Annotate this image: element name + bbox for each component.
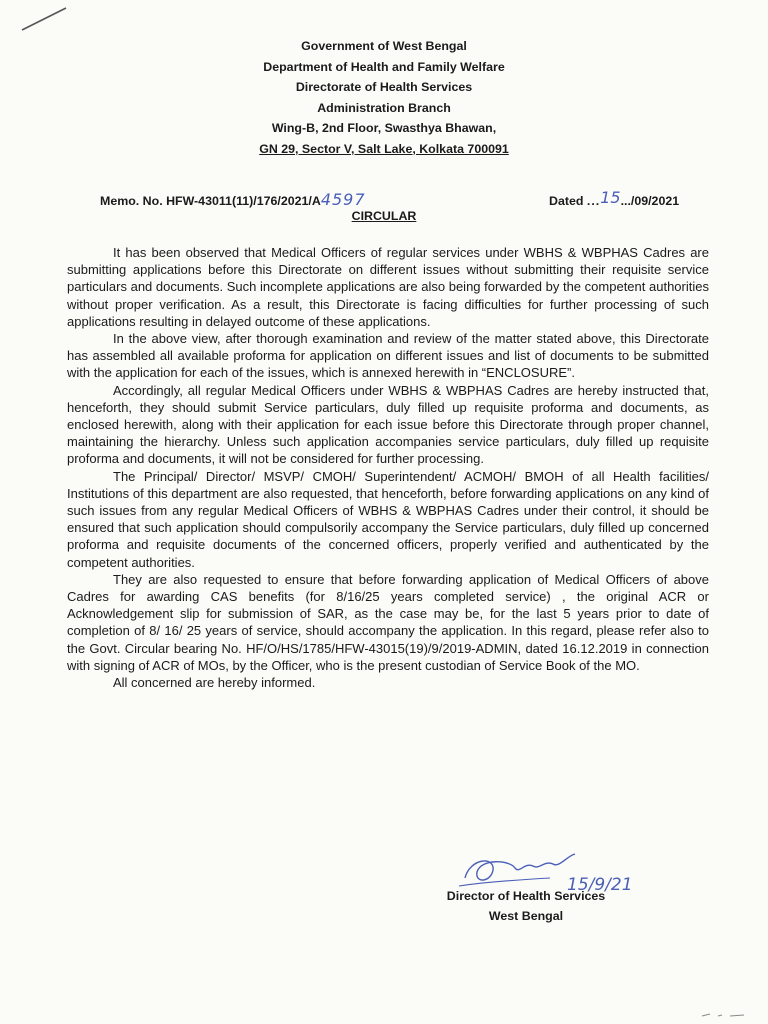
paragraph: It has been observed that Medical Officers of regular services under WBHS & WBPHAS Cadres are submitting applications before this Directorate on different issues without submitting their requisite service particulars and documents. Such incomplete applications are also being forwarded by the competent authorities without proper verification. As a result, this Directorate is facing difficulties for further processing of such applications resulting in delayed outcome of these applications. (67, 245, 709, 329)
header-address-line1: Wing-B, 2nd Floor, Swasthya Bhawan, (271, 121, 497, 135)
memo-number (100, 190, 366, 209)
signatory-block (441, 886, 611, 926)
signatory-place: West Bengal (488, 909, 564, 923)
signatory-designation: Director of Health Services (446, 889, 606, 903)
paragraph: They are also requested to ensure that before forwarding application of Medical Officers of above Cadres for awarding CAS benefits (for 8/16/25 years completed service) , the original ACR or Acknowledgement slip for submission of SAR, as the case may be, for the last 5 years prior to date of completion of 8/ 16/ 25 years of service, should accompany the application. In this regard, please refer also to the Govt. Circular bearing No. HF/O/HS/1785/HFW-43015(19)/9/2019-ADMIN, dated 16.12.2019 in connection with signing of ACR of MOs, by the Officer, who is the present custodian of Service Book of the MO. (67, 571, 709, 673)
header-directorate: Directorate of Health Services (295, 80, 473, 94)
header-branch: Administration Branch (317, 100, 451, 115)
document-title: CIRCULAR (351, 209, 417, 223)
pen-stroke-mark (20, 4, 70, 34)
corner-scan-mark (700, 1008, 760, 1020)
memo-label: Memo. No. HFW-43011(11)/176/2021/A (100, 194, 321, 208)
header-address-line2: GN 29, Sector V, Salt Lake, Kolkata 700091 (259, 141, 509, 156)
circular-body (67, 244, 709, 691)
signature-date: 15/9/21 (567, 875, 633, 895)
header-department: Department of Health and Family Welfare (263, 59, 505, 74)
memo-date (549, 190, 679, 209)
paragraph: All concerned are hereby informed. (113, 675, 316, 691)
dated-rest: .../09/2021 (620, 194, 680, 208)
dated-dots: ... (586, 194, 601, 208)
letterhead (0, 36, 768, 159)
paragraph: In the above view, after thorough examination and review of the matter stated above, this Directorate has assembled all available proforma for application on different issues and list of documents to be submitted with the application for each of the issues, which is annexed herewith in “ENCLOSURE”. (67, 331, 709, 381)
dated-handwritten-day: 15 (600, 188, 621, 207)
memo-handwritten-number: 4597 (320, 190, 366, 209)
dated-label: Dated (549, 194, 587, 208)
paragraph: Accordingly, all regular Medical Officers under WBHS & WBPHAS Cadres are hereby instructed that, henceforth, they should submit Service particulars, duly filled up requisite proforma and documents, as enclosed herewith, along with their application for each issue before this Directorate through proper channel, maintaining the hierarchy. Unless such application accompanies service particulars, duly filled up requisite proforma and documents, it will not be considered for further processing. (67, 382, 709, 467)
paragraph: The Principal/ Director/ MSVP/ CMOH/ Superintendent/ ACMOH/ BMOH of all Health facilities/ Institutions of this department are also requested, that henceforth, before forwarding applications on any kind of such issues from any regular Medical Officers of WBHS & WBPHAS Cadres under their control, it should be ensured that such application should compulsorily accompany the Service particulars, duly filled up concerned proforma and requisite documents of the concerned officers, properly verified and authenticated by the competent authorities. (67, 468, 709, 570)
header-government: Government of West Bengal (301, 39, 467, 53)
